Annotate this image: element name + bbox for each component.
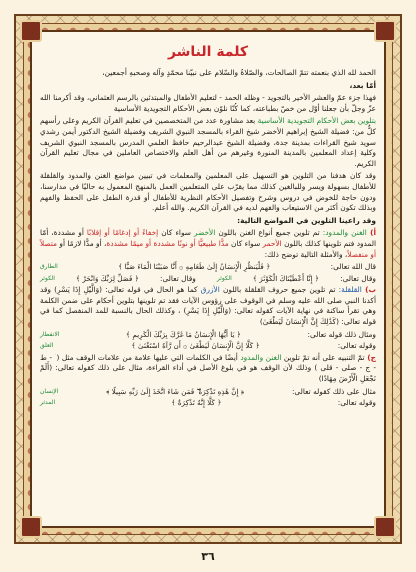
point-text-segment: الأحمر <box>262 238 282 248</box>
surah-reference: الانفطار <box>40 330 60 338</box>
surah-reference: الكوثر <box>40 274 55 282</box>
paragraph-goal: وقد كان هدفنا من التلوين هو التسهيل على المعلمين والمعلمات في تبيين مواضع الغنن والمدود والقلقلة للأطفال بسهولة ويسر وللبالغين كذلك مما يقرّب على المتعلمين العمل بالمنهج المعمول به حاليًا في مدارسنا، ودون حاجة للخوض في دروس وشرح وتفصيل الأحكام النظرية للأطفال أو قدرة الطفل على الحفظ والفهم وبذلك تكون أكثر من الاستيعاب والفهم لديه في القرآن الكريم. والله أعلم. <box>40 171 376 213</box>
verse-prefix: وقال تعالى: <box>340 273 376 283</box>
surah-reference: الطارق <box>40 263 58 271</box>
verse-text: ﴿ إِنَّا أَعْطَيْنَاكَ الْكَوْثَرَ ﴾ <box>252 273 320 283</box>
paragraph-colors-highlight <box>40 116 376 169</box>
page-content <box>34 34 382 528</box>
point-text-segment: سواء كان <box>228 238 263 248</box>
point-text-segment: تم تلوين جميع حروف القلقلة باللون <box>219 285 336 295</box>
point-text-segment: كما هو الحال في قوله تعالى: <box>102 285 201 295</box>
verse-example <box>40 341 376 352</box>
point-text-segment: (وَالَّيْلِ إِذَا يَسْرِ) <box>183 306 232 316</box>
verse-prefix: وقوله تعالى: <box>337 398 376 408</box>
point-text-segment: ، وكذلك الحال بالنسبة للمد المنفصل كما في قوله تعالى: <box>40 306 376 327</box>
point-text-segment: الغنن والمدود: <box>319 228 367 238</box>
point-text-segment: سواء كان <box>158 228 194 238</box>
verse-prefix: مثال على ذلك كقوله تعالى: <box>291 386 376 396</box>
point-text-segment: (وَالَّيْلِ إِذَا يَسْرِ) <box>54 285 103 295</box>
point-a <box>40 228 376 260</box>
point-text-segment: إخفاءً أو إدغامًا أو إقلابًا <box>86 228 159 238</box>
verse-example <box>40 330 376 341</box>
point-b <box>40 285 376 327</box>
surah-reference: العلق <box>40 342 54 350</box>
point-text-segment: ، أو مدًّا لازمًا أو <box>57 238 107 248</box>
point-text-segment: متصلاً أو منفصلاً <box>40 238 376 259</box>
point-text-segment: القلقلة: <box>335 285 362 295</box>
verse-prefix: وقوله تعالى: <box>337 341 376 351</box>
verse-text: ﴿ كَلَّا إِنَّهُ تَذْكِرَةٌ ﴾ <box>171 398 222 408</box>
verse-text: ﴿ يَا أَيُّهَا الْإِنسَانُ مَا غَرَّكَ بِرَبِّكَ الْكَرِيمِ ﴾ <box>125 329 241 339</box>
point-text-segment: الأخضر <box>194 228 216 238</box>
point-label: ج) <box>364 352 376 362</box>
verse-example <box>40 387 376 398</box>
paragraph-text: بعد مشاورة عدد من المتخصصين في تعليم القرآن الكريم وعلى رأسهم كلٌّ من: فضيلة الشيخ إبراهيم الأخضر شيخ القراء بالمسجد النبوي الشريف وفضيلة الشيخ الدكتور أيمن رشدي سويد شيخ القراءات بمدينة جدة، وفضيلة الشيخ عبدالرحيم حافظ العلمي المدرس بالمسجد النبوي الشريف وكلية إعداد المعلمين بالمدينة المنورة وغيرهم من أهل العلم والاختصاص العاملين في مجال تعليم القرآن الكريم. <box>40 116 376 168</box>
point-text-segment: تمّ التنبيه على أنه تمّ تلوين <box>281 352 365 362</box>
surah-reference: الإنسان <box>40 387 59 395</box>
paragraph-text: فهذا جزء عمّ والعشر الأخير بالتجويد - وظله الحمد - لتعليم الأطفال والمبتدئين بالرسم العثماني، وقد أكرمنا الله عزّ وجلّ بأن جعلنا أوّل من خصّ بطباعته، كما كُنّا نلوّن بعض الأحكام التجويدية الأساسية <box>40 93 376 113</box>
verse-text: ﴿ فَلْيَنظُرِ الْإِنسَانُ إِلَىٰ طَعَامِهِ ۞ أَنَّا صَبَبْنَا الْمَاءَ صَبًّا ﴾ <box>118 262 271 272</box>
intro-line: الحمد لله الذي بنعمته تتمّ الصالحات، والصّلاةُ والسّلام على نبيّنا محمّدٍ وآله وصحبهِ أجمعين، <box>102 68 376 77</box>
surah-reference: الكوثر <box>216 274 232 282</box>
verse-example <box>40 262 376 273</box>
list-intro: وقد راعينا التلوين في المواضع التالية: <box>237 215 376 225</box>
point-text-segment: (أَلَمْ نَجْعَلِ الْأَرْضَ مِهَادًا) <box>40 363 376 384</box>
point-text-segment: الأزرق <box>200 285 220 295</box>
highlight-text: بتلوين بعض الأحكام التجويدية الأساسية <box>257 116 377 126</box>
point-text-segment: ، والأمثلة التالية توضح ذلك: <box>264 249 348 259</box>
verse-example <box>40 274 376 285</box>
verse-text: ﴿ إِنَّ هَٰذِهِ تَذْكِرَةٌ ۖ فَمَن شَاءَ اتَّخَذَ إِلَىٰ رَبِّهِ سَبِيلًا ﴾ <box>106 386 245 396</box>
point-text-segment: مدًّا طبيعيًّا أو نونًا مشددة أو ميمًا مشددة <box>106 238 229 248</box>
intro-amma-baad: أمّا بعد، <box>349 80 376 90</box>
surah-reference: المدثر <box>40 399 56 407</box>
point-text-segment: (كَذَٰلِكَ إِنَّ الْإِنسَانَ لَيَطْغَىٰ) <box>259 317 339 327</box>
verse-prefix: قال الله تعالى: <box>330 262 376 272</box>
verse-prefix: وقال تعالى: <box>159 273 196 283</box>
verse-prefix: ومثال ذلك قوله تعالى: <box>307 329 376 339</box>
point-c <box>40 353 376 385</box>
point-text-segment: أو مشددة، أمّا المدود فتم تلوينها كذلك باللون <box>40 228 377 248</box>
point-text-segment: وقد أكدنا النبي صلى الله عليه وسلم في الوقوف على رؤوس الآيات فقد تم تلوينها بتلوين أحكام على ضمن الكلمة وهي تقرأ ساكنة في نهاية الآيات كقوله تعالى: <box>40 285 376 316</box>
point-label: ب) <box>361 285 376 295</box>
point-text-segment: أيضًا في الكلمات التي عليها علامة من علامات الوقف مثل ( ۛ - ط - ج - صلى - قلى ) وذلك لأن الوقف هو في بلوغ الأصل في أداء القراءة، مثال على ذلك كقوله تعالى: <box>40 352 376 373</box>
paragraph-publisher-note <box>40 93 376 114</box>
point-label: أ) <box>366 228 377 238</box>
point-text-segment: الغنن والمدود <box>240 352 282 362</box>
verse-text: ﴿ كَلَّا إِنَّ الْإِنسَانَ لَيَطْغَىٰ ۞ أَن رَّآهُ اسْتَغْنَىٰ ﴾ <box>131 341 260 351</box>
verse-example <box>40 398 376 409</box>
page-number: ٣٦ <box>201 550 215 563</box>
verse-text: ﴿ فَصَلِّ لِرَبِّكَ وَانْحَرْ ﴾ <box>75 273 139 283</box>
point-text-segment: تم تلوين جميع أنواع الغنن باللون <box>215 228 320 238</box>
page-title: كلمة الناشر <box>167 44 249 60</box>
